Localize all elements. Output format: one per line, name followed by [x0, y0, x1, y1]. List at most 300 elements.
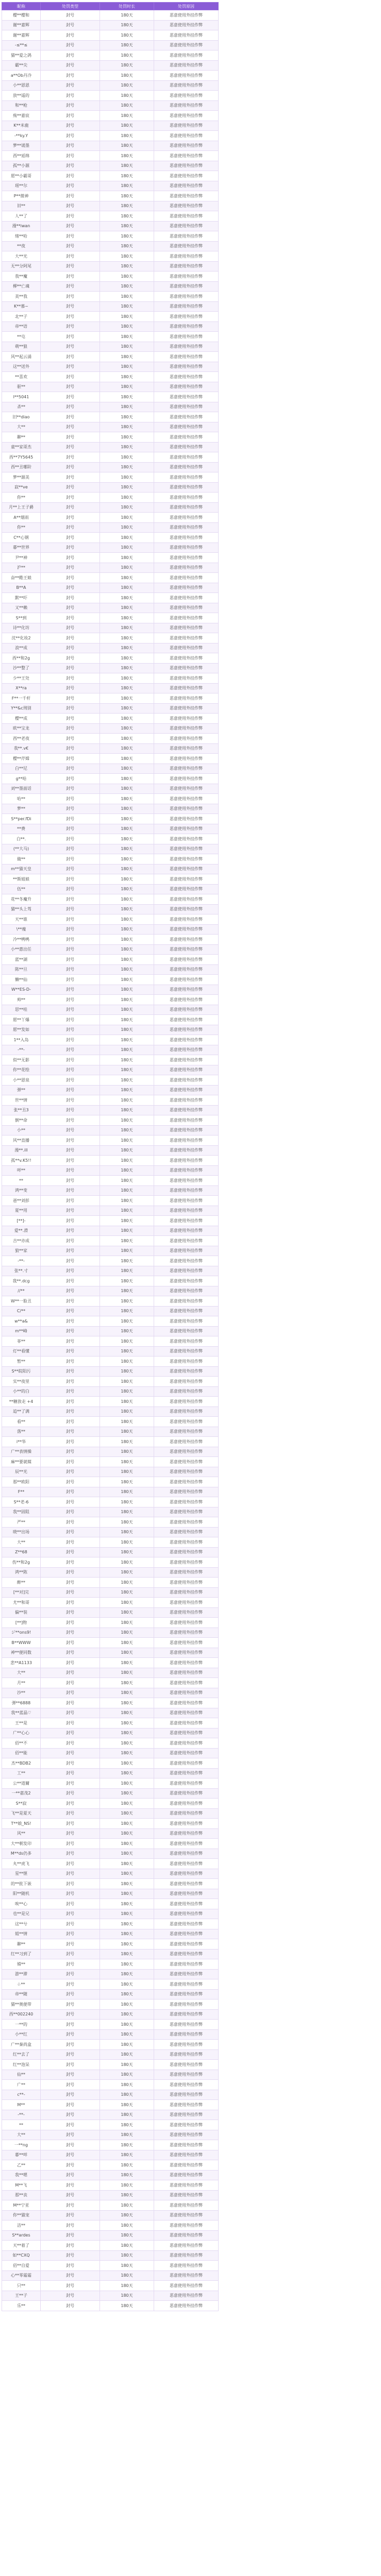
cell-penalty-reason: 恶意使用外挂作弊	[154, 211, 219, 222]
cell-penalty-type: 封号	[41, 1145, 100, 1156]
cell-penalty-type: 封号	[41, 613, 100, 623]
cell-penalty-type: 封号	[41, 1136, 100, 1146]
cell-penalty-type: 封号	[41, 2070, 100, 2080]
cell-penalty-reason: 恶意使用外挂作弊	[154, 703, 219, 714]
cell-nickname: ジ**ons9!	[2, 1628, 41, 1638]
cell-penalty-duration: 180天	[100, 723, 154, 734]
cell-penalty-type: 封号	[41, 673, 100, 684]
cell-nickname: 似**无影	[2, 1055, 41, 1065]
cell-penalty-duration: 180天	[100, 2261, 154, 2271]
table-row	[2, 301, 219, 312]
cell-penalty-type: 封号	[41, 964, 100, 975]
cell-penalty-duration: 180天	[100, 1668, 154, 1678]
cell-penalty-type: 封号	[41, 794, 100, 804]
cell-penalty-type: 封号	[41, 1567, 100, 1578]
cell-penalty-reason: 恶意使用外挂作弊	[154, 2040, 219, 2050]
cell-penalty-reason: 恶意使用外挂作弊	[154, 1507, 219, 1517]
cell-penalty-reason: 恶意使用外挂作弊	[154, 1457, 219, 1467]
cell-penalty-type: 封号	[41, 1357, 100, 1367]
cell-nickname: -**-	[2, 1256, 41, 1266]
cell-penalty-duration: 180天	[100, 1095, 154, 1106]
table-row	[2, 1929, 219, 1939]
cell-nickname: 佰**不	[2, 1738, 41, 1749]
cell-nickname: ♧**	[2, 1979, 41, 1990]
cell-penalty-reason: 恶意使用外挂作弊	[154, 734, 219, 744]
table-row	[2, 1075, 219, 1086]
cell-penalty-reason: 恶意使用外挂作弊	[154, 392, 219, 402]
cell-nickname: 工**	[2, 1768, 41, 1778]
cell-penalty-duration: 180天	[100, 493, 154, 503]
cell-penalty-duration: 180天	[100, 2270, 154, 2281]
cell-penalty-reason: 恶意使用外挂作弊	[154, 1527, 219, 1537]
cell-nickname: 北**子	[2, 312, 41, 322]
cell-nickname: [**]物	[2, 1618, 41, 1628]
cell-nickname: 诗**化坊	[2, 623, 41, 633]
table-row	[2, 995, 219, 1005]
cell-penalty-reason: 恶意使用外挂作弊	[154, 1115, 219, 1126]
cell-nickname: 仙**	[2, 2070, 41, 2080]
cell-penalty-type: 封号	[41, 2170, 100, 2180]
table-row	[2, 1226, 219, 1236]
table-row	[2, 1607, 219, 1618]
cell-penalty-type: 封号	[41, 2241, 100, 2251]
cell-penalty-reason: 恶意使用外挂作弊	[154, 2009, 219, 2020]
cell-penalty-type: 封号	[41, 814, 100, 824]
cell-nickname: 白**尼	[2, 764, 41, 774]
cell-penalty-type: 封号	[41, 643, 100, 653]
table-row	[2, 1698, 219, 1708]
cell-penalty-type: 封号	[41, 292, 100, 302]
cell-penalty-duration: 180天	[100, 734, 154, 744]
table-row	[2, 874, 219, 885]
cell-penalty-duration: 180天	[100, 1909, 154, 1919]
table-row	[2, 292, 219, 302]
table-row	[2, 1587, 219, 1598]
table-row	[2, 30, 219, 41]
table-row	[2, 1457, 219, 1467]
cell-penalty-type: 封号	[41, 1688, 100, 1698]
cell-penalty-duration: 180天	[100, 181, 154, 191]
cell-penalty-duration: 180天	[100, 2080, 154, 2090]
table-row	[2, 80, 219, 91]
cell-penalty-reason: 恶意使用外挂作弊	[154, 1276, 219, 1286]
table-row	[2, 1487, 219, 1497]
cell-penalty-type: 封号	[41, 181, 100, 191]
cell-penalty-reason: 恶意使用外挂作弊	[154, 2190, 219, 2200]
table-row	[2, 191, 219, 201]
cell-penalty-type: 封号	[41, 1598, 100, 1608]
cell-penalty-reason: 恶意使用外挂作弊	[154, 1768, 219, 1778]
cell-penalty-type: 封号	[41, 1698, 100, 1708]
cell-penalty-type: 封号	[41, 1708, 100, 1718]
cell-penalty-reason: 恶意使用外挂作弊	[154, 10, 219, 21]
cell-penalty-reason: 恶意使用外挂作弊	[154, 1417, 219, 1427]
cell-penalty-duration: 180天	[100, 1226, 154, 1236]
cell-penalty-duration: 180天	[100, 50, 154, 61]
cell-nickname: 漫**.ill	[2, 1145, 41, 1156]
cell-penalty-duration: 180天	[100, 191, 154, 201]
cell-penalty-type: 封号	[41, 1035, 100, 1045]
table-row	[2, 693, 219, 704]
cell-penalty-duration: 180天	[100, 1477, 154, 1487]
cell-penalty-duration: 180天	[100, 1165, 154, 1176]
cell-penalty-type: 封号	[41, 2020, 100, 2030]
cell-penalty-reason: 恶意使用外挂作弊	[154, 2070, 219, 2080]
cell-penalty-reason: 恶意使用外挂作弊	[154, 30, 219, 41]
cell-penalty-type: 封号	[41, 985, 100, 995]
cell-penalty-type: 封号	[41, 2230, 100, 2241]
table-row	[2, 321, 219, 332]
cell-penalty-duration: 180天	[100, 854, 154, 865]
table-row	[2, 1366, 219, 1377]
cell-nickname: S**per.fDi	[2, 814, 41, 824]
cell-penalty-reason: 恶意使用外挂作弊	[154, 1105, 219, 1115]
cell-penalty-type: 封号	[41, 121, 100, 131]
cell-penalty-duration: 180天	[100, 1427, 154, 1437]
cell-penalty-type: 封号	[41, 50, 100, 61]
table-row	[2, 864, 219, 874]
cell-penalty-duration: 180天	[100, 1145, 154, 1156]
cell-nickname: 伍**	[2, 884, 41, 894]
cell-penalty-reason: 恶意使用外挂作弊	[154, 2270, 219, 2281]
cell-penalty-type: 封号	[41, 2110, 100, 2120]
cell-penalty-type: 封号	[41, 1286, 100, 1296]
cell-nickname: 我**固阻	[2, 1507, 41, 1517]
cell-penalty-duration: 180天	[100, 2281, 154, 2291]
cell-nickname: 懒**仙	[2, 975, 41, 985]
cell-penalty-reason: 恶意使用外挂作弊	[154, 1849, 219, 1859]
cell-penalty-reason: 恶意使用外挂作弊	[154, 161, 219, 171]
cell-penalty-reason: 恶意使用外挂作弊	[154, 2301, 219, 2311]
cell-penalty-duration: 180天	[100, 553, 154, 563]
cell-penalty-reason: 恶意使用外挂作弊	[154, 683, 219, 693]
cell-penalty-reason: 恶意使用外挂作弊	[154, 1688, 219, 1698]
cell-nickname: 红**习到了	[2, 1949, 41, 1959]
cell-penalty-duration: 180天	[100, 964, 154, 975]
cell-penalty-reason: 恶意使用外挂作弊	[154, 1145, 219, 1156]
cell-penalty-reason: 恶意使用外挂作弊	[154, 1578, 219, 1588]
cell-penalty-type: 封号	[41, 864, 100, 874]
cell-nickname: 又**赖	[2, 603, 41, 613]
cell-penalty-duration: 180天	[100, 372, 154, 382]
cell-penalty-duration: 180天	[100, 2009, 154, 2020]
cell-penalty-type: 封号	[41, 1919, 100, 1929]
cell-nickname: 张**丑3	[2, 1105, 41, 1115]
cell-penalty-type: 封号	[41, 2029, 100, 2040]
cell-penalty-reason: 恶意使用外挂作弊	[154, 1397, 219, 1407]
table-row	[2, 1839, 219, 1849]
cell-nickname: 一**的	[2, 2020, 41, 2030]
table-row	[2, 814, 219, 824]
table-row	[2, 272, 219, 282]
cell-penalty-type: 封号	[41, 1095, 100, 1106]
cell-penalty-reason: 恶意使用外挂作弊	[154, 1025, 219, 1035]
cell-penalty-type: 封号	[41, 2200, 100, 2211]
cell-penalty-reason: 恶意使用外挂作弊	[154, 995, 219, 1005]
cell-penalty-reason: 恶意使用外挂作弊	[154, 231, 219, 242]
cell-penalty-duration: 180天	[100, 1598, 154, 1608]
cell-penalty-reason: 恶意使用外挂作弊	[154, 2261, 219, 2271]
cell-penalty-duration: 180天	[100, 201, 154, 211]
table-row	[2, 151, 219, 161]
table-row	[2, 2301, 219, 2311]
cell-penalty-type: 封号	[41, 1607, 100, 1618]
cell-nickname: 广**	[2, 2080, 41, 2090]
cell-penalty-duration: 180天	[100, 1276, 154, 1286]
cell-penalty-duration: 180天	[100, 583, 154, 593]
cell-penalty-reason: 恶意使用外挂作弊	[154, 1678, 219, 1688]
table-row	[2, 2270, 219, 2281]
table-row	[2, 1346, 219, 1357]
cell-penalty-duration: 180天	[100, 784, 154, 794]
cell-nickname: 醉**	[2, 1578, 41, 1588]
cell-nickname: 大**光	[2, 251, 41, 262]
cell-nickname: 谢**嘉辉	[2, 20, 41, 30]
cell-penalty-duration: 180天	[100, 1758, 154, 1769]
table-row	[2, 1156, 219, 1166]
cell-nickname: 丸**虎飞	[2, 1859, 41, 1869]
cell-penalty-reason: 恶意使用外挂作弊	[154, 2049, 219, 2060]
cell-nickname: 心**零霜霜	[2, 2270, 41, 2281]
cell-nickname: 唉**心	[2, 1899, 41, 1909]
table-row	[2, 1567, 219, 1578]
cell-penalty-type: 封号	[41, 764, 100, 774]
cell-penalty-duration: 180天	[100, 2160, 154, 2171]
cell-nickname: 绪**哈	[2, 231, 41, 242]
cell-nickname: g**哈	[2, 774, 41, 784]
cell-penalty-type: 封号	[41, 2100, 100, 2110]
cell-penalty-type: 封号	[41, 493, 100, 503]
cell-nickname: 旧**	[2, 201, 41, 211]
cell-penalty-duration: 180天	[100, 613, 154, 623]
table-row	[2, 844, 219, 854]
cell-penalty-duration: 180天	[100, 935, 154, 945]
cell-penalty-duration: 180天	[100, 563, 154, 573]
cell-nickname: S**到	[2, 613, 41, 623]
cell-penalty-duration: 180天	[100, 452, 154, 463]
cell-nickname: 霸**尖	[2, 60, 41, 71]
table-row	[2, 2140, 219, 2150]
cell-penalty-type: 封号	[41, 20, 100, 30]
cell-penalty-reason: 恶意使用外挂作弊	[154, 613, 219, 623]
cell-penalty-reason: 恶意使用外挂作弊	[154, 352, 219, 362]
cell-penalty-type: 封号	[41, 231, 100, 242]
cell-penalty-reason: 恶意使用外挂作弊	[154, 191, 219, 201]
cell-nickname: 红**泡呆	[2, 2060, 41, 2070]
cell-penalty-type: 封号	[41, 2049, 100, 2060]
cell-penalty-duration: 180天	[100, 422, 154, 432]
table-row	[2, 60, 219, 71]
cell-nickname: C/**	[2, 1306, 41, 1316]
cell-penalty-type: 封号	[41, 372, 100, 382]
cell-penalty-type: 封号	[41, 1839, 100, 1849]
cell-nickname: 天**谁	[2, 914, 41, 925]
cell-nickname: 姐**情	[2, 1929, 41, 1939]
table-row	[2, 342, 219, 352]
table-row	[2, 1828, 219, 1839]
cell-nickname: 这**送外	[2, 362, 41, 372]
cell-nickname: 童**家哥杰	[2, 442, 41, 452]
cell-penalty-duration: 180天	[100, 1778, 154, 1789]
cell-penalty-type: 封号	[41, 975, 100, 985]
cell-penalty-reason: 恶意使用外挂作弊	[154, 653, 219, 664]
cell-penalty-duration: 180天	[100, 1607, 154, 1618]
table-row	[2, 261, 219, 272]
cell-nickname: 暂**	[2, 1357, 41, 1367]
cell-nickname: 我**魔	[2, 272, 41, 282]
cell-nickname: 乙**	[2, 2160, 41, 2171]
cell-penalty-reason: 恶意使用外挂作弊	[154, 2230, 219, 2241]
table-row	[2, 1889, 219, 1899]
cell-nickname: 晓**出场	[2, 1527, 41, 1537]
cell-penalty-reason: 恶意使用外挂作弊	[154, 1386, 219, 1397]
table-row	[2, 884, 219, 894]
cell-penalty-duration: 180天	[100, 1296, 154, 1307]
cell-nickname: **斯姐娘	[2, 874, 41, 885]
cell-penalty-reason: 恶意使用外挂作弊	[154, 1035, 219, 1045]
cell-penalty-duration: 180天	[100, 804, 154, 814]
cell-nickname: 咩**	[2, 1165, 41, 1176]
cell-penalty-type: 封号	[41, 10, 100, 21]
cell-penalty-type: 封号	[41, 1587, 100, 1598]
cell-penalty-duration: 180天	[100, 1989, 154, 1999]
cell-penalty-reason: 恶意使用外挂作弊	[154, 1969, 219, 1979]
cell-nickname: -**-	[2, 2110, 41, 2120]
cell-penalty-duration: 180天	[100, 1386, 154, 1397]
cell-penalty-type: 封号	[41, 1578, 100, 1588]
cell-penalty-type: 封号	[41, 1648, 100, 1658]
cell-penalty-duration: 180天	[100, 1768, 154, 1778]
cell-nickname: 美**我	[2, 292, 41, 302]
cell-penalty-type: 封号	[41, 1638, 100, 1648]
cell-penalty-type: 封号	[41, 1899, 100, 1909]
table-row	[2, 1386, 219, 1397]
table-row	[2, 10, 219, 21]
cell-penalty-type: 封号	[41, 1176, 100, 1186]
table-row	[2, 1176, 219, 1186]
cell-penalty-type: 封号	[41, 402, 100, 412]
cell-penalty-type: 封号	[41, 472, 100, 483]
cell-penalty-duration: 180天	[100, 573, 154, 583]
cell-nickname: 梦**谖墨	[2, 141, 41, 151]
table-row	[2, 2110, 219, 2120]
cell-penalty-duration: 180天	[100, 834, 154, 844]
cell-nickname: 沙**	[2, 1688, 41, 1698]
cell-penalty-type: 封号	[41, 1015, 100, 1025]
cell-penalty-type: 封号	[41, 1406, 100, 1417]
cell-nickname: 小**	[2, 1125, 41, 1136]
cell-nickname: 麻**要就媒	[2, 1457, 41, 1467]
table-row	[2, 432, 219, 443]
cell-nickname: 旧**diao	[2, 412, 41, 422]
cell-penalty-duration: 180天	[100, 794, 154, 804]
cell-penalty-type: 封号	[41, 1005, 100, 1015]
cell-penalty-type: 封号	[41, 2130, 100, 2140]
table-row	[2, 1165, 219, 1176]
cell-penalty-duration: 180天	[100, 673, 154, 684]
cell-penalty-duration: 180天	[100, 522, 154, 533]
cell-penalty-type: 封号	[41, 382, 100, 392]
cell-penalty-type: 封号	[41, 553, 100, 563]
cell-nickname: 聊**	[2, 1939, 41, 1950]
cell-penalty-type: 封号	[41, 1346, 100, 1357]
cell-penalty-reason: 恶意使用外挂作弊	[154, 292, 219, 302]
table-row	[2, 723, 219, 734]
table-row	[2, 1216, 219, 1226]
cell-penalty-reason: 恶意使用外挂作弊	[154, 342, 219, 352]
cell-nickname: 严**	[2, 1517, 41, 1528]
cell-penalty-duration: 180天	[100, 1176, 154, 1186]
cell-nickname: 张**.寸	[2, 1266, 41, 1276]
table-row	[2, 1979, 219, 1990]
cell-penalty-duration: 180天	[100, 2241, 154, 2251]
cell-penalty-duration: 180天	[100, 1557, 154, 1568]
cell-nickname: 帝**语	[2, 321, 41, 332]
cell-penalty-reason: 恶意使用外挂作弊	[154, 1206, 219, 1216]
cell-penalty-duration: 180天	[100, 1678, 154, 1688]
cell-nickname: 猫**奥便带	[2, 1999, 41, 2010]
cell-nickname: T**娘_NS!	[2, 1819, 41, 1829]
cell-penalty-type: 封号	[41, 442, 100, 452]
cell-nickname: 悲**A1133	[2, 1658, 41, 1668]
cell-penalty-duration: 180天	[100, 1437, 154, 1447]
table-row	[2, 1718, 219, 1728]
table-row	[2, 1899, 219, 1909]
cell-penalty-duration: 180天	[100, 131, 154, 141]
table-row	[2, 1246, 219, 1256]
cell-penalty-reason: 恶意使用外挂作弊	[154, 2110, 219, 2120]
table-row	[2, 161, 219, 171]
table-row	[2, 1989, 219, 1999]
table-row	[2, 412, 219, 422]
cell-penalty-reason: 恶意使用外挂作弊	[154, 743, 219, 754]
cell-penalty-reason: 恶意使用外挂作弊	[154, 693, 219, 704]
ban-list-table	[2, 2, 219, 2311]
table-row	[2, 764, 219, 774]
cell-nickname: 谢**嘉辉	[2, 30, 41, 41]
table-row	[2, 1005, 219, 1015]
cell-penalty-duration: 180天	[100, 754, 154, 764]
cell-penalty-type: 封号	[41, 1055, 100, 1065]
cell-penalty-type: 封号	[41, 804, 100, 814]
cell-nickname: 陈**旦	[2, 964, 41, 975]
cell-nickname: 殇**嘉宸	[2, 111, 41, 121]
cell-penalty-duration: 180天	[100, 2049, 154, 2060]
cell-nickname: 追**了满	[2, 1406, 41, 1417]
cell-penalty-reason: 恶意使用外挂作弊	[154, 71, 219, 81]
table-row	[2, 1537, 219, 1548]
cell-penalty-reason: 恶意使用外挂作弊	[154, 1467, 219, 1477]
table-row	[2, 121, 219, 131]
cell-penalty-reason: 恶意使用外挂作弊	[154, 2160, 219, 2171]
cell-penalty-reason: 恶意使用外挂作弊	[154, 563, 219, 573]
cell-penalty-type: 封号	[41, 1397, 100, 1407]
cell-penalty-duration: 180天	[100, 1959, 154, 1970]
cell-penalty-type: 封号	[41, 60, 100, 71]
cell-penalty-duration: 180天	[100, 874, 154, 885]
table-row	[2, 754, 219, 764]
cell-penalty-duration: 180天	[100, 1708, 154, 1718]
cell-penalty-duration: 180天	[100, 1638, 154, 1648]
table-row	[2, 1768, 219, 1778]
cell-penalty-duration: 180天	[100, 2100, 154, 2110]
cell-penalty-type: 封号	[41, 2120, 100, 2130]
cell-penalty-duration: 180天	[100, 1979, 154, 1990]
cell-penalty-type: 封号	[41, 1537, 100, 1548]
cell-nickname: 漫**iwan	[2, 221, 41, 231]
cell-penalty-duration: 180天	[100, 472, 154, 483]
cell-penalty-type: 封号	[41, 1668, 100, 1678]
